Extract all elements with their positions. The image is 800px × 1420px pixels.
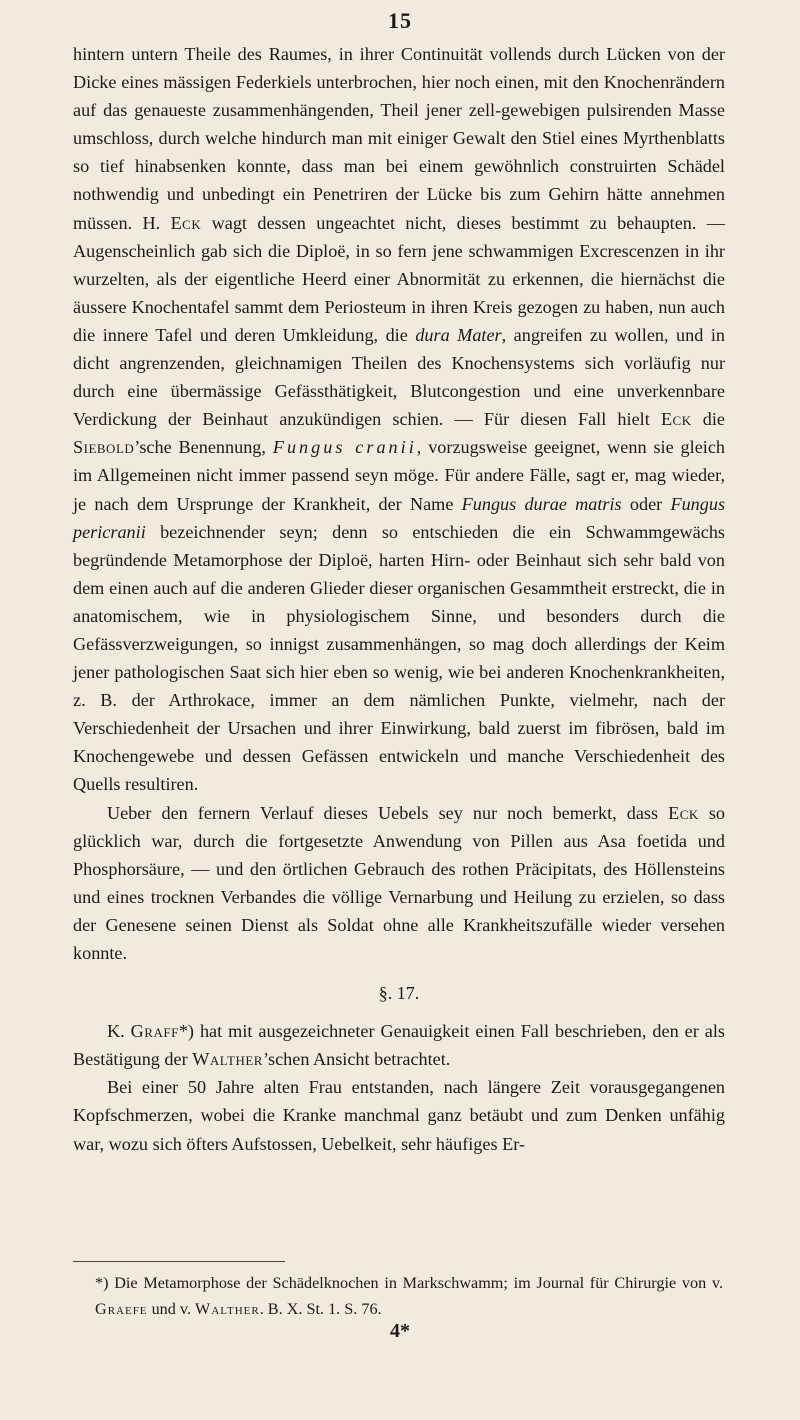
- main-text: [73, 40, 725, 1158]
- author-name: Walther: [192, 1049, 263, 1070]
- footnote: *) Die Metamorphose der Schädelknochen in Markschwamm; im Journal für Chirurgie von v. Graefe und v. Walther. B. X. St. 1. S. 76.: [95, 1274, 723, 1318]
- paragraph-3: K. Graff*) hat mit ausgezeichneter Genauigkeit einen Fall beschrieben, den er als Bestätigung der Walther’schen Ansicht betrachtet.: [73, 1021, 725, 1070]
- author-name: Walther: [195, 1300, 260, 1318]
- page-number: 15: [388, 8, 412, 33]
- paragraph-1: hintern untern Theile des Raumes, in ihrer Continuität vollends durch Lücken von der Dicke eines mässigen Federkiels unterbrochen, hier noch einen, mit den Knochenrändern auf das genaueste zusammenhängenden, Theil jener zell-gewebigen pulsirenden Masse umschloss, durch welche hindurch man mit einiger Gewalt den Stiel eines Myrthenblatts so tief hinabsenken konnte, dass man bei einem gewöhnlich construirten Schädel nothwendig und unbedingt ein Penetriren der Lücke bis zum Gehirn hätte annehmen müssen. H. Eck wagt dessen ungeachtet nicht, dieses bestimmt zu behaupten. — Augenscheinlich gab sich die Diploë, in so fern jene schwammigen Excrescenzen in ihr wurzelten, als der eigentliche Heerd einer Abnormität zu erkennen, die hiernächst die äussere Knochentafel sammt dem Periosteum in ihren Kreis gezogen zu haben, nun auch die innere Tafel und deren Umkleidung, die dura Mater, angreifen zu wollen, und in dicht angrenzenden, gleichnamigen Theilen des Knochensystems sich vorläufig nur durch eine übermässige Gefässthätigkeit, Blutcongestion und eine unverkennbare Verdickung der Beinhaut anzukündigen schien. — Für diesen Fall hielt Eck die Siebold’sche Benennung, Fungus cranii, vorzugsweise geeignet, wenn sie gleich im Allgemeinen nicht immer passend seyn möge. Für andere Fälle, sagt er, mag wieder, je nach dem Ursprunge der Krankheit, der Name Fungus durae matris oder Fungus pericranii bezeichnender seyn; denn so entschieden die ein Schwammgewächs begründende Metamorphose der Diploë, harten Hirn- oder Beinhaut sich sehr bald von dem einen auch auf die anderen Glieder dieser organischen Gesammtheit erstreckt, die in anatomischem, wie in physiologischem Sinne, und besonders durch die Gefässverzweigungen, so innigst zusammenhängen, so mag doch allerdings der Keim jener pathologischen Saat sich hier eben so wenig, wie bei anderen Knochenkrankheiten, z. B. der Arthrokace, immer an dem nämlichen Punkte, vielmehr, nach der Verschiedenheit der Ursachen und ihrer Einwirkung, bald zuerst im fibrösen, bald im Knochengewebe und dessen Gefässen entwickeln und manche Verschiedenheit des Quells resultiren.: [73, 44, 726, 795]
- signature-mark: 4*: [390, 1320, 410, 1342]
- author-name: Eck: [170, 212, 202, 233]
- footnote-rule: [73, 1261, 285, 1262]
- author-name: Eck: [660, 409, 692, 430]
- term-italic: Fungus durae matris: [461, 493, 622, 514]
- section-heading: §. 17.: [378, 983, 420, 1004]
- paragraph-2: Ueber den fernern Verlauf dieses Uebels sey nur noch bemerkt, dass Eck so glücklich war, durch die fortgesetzte Anwendung von Pillen aus Asa foetida und Phosphorsäure, — und den örtlichen Gebrauch des rothen Präcipitats, des Höllensteins und eines trocknen Verbandes die völlige Vernarbung und Heilung zu erzielen, so dass der Genesene seinen Dienst als Soldat ohne alle Krankheitszufälle wieder versehen konnte.: [73, 802, 725, 963]
- author-name: Graff: [130, 1021, 179, 1042]
- term-spaced: Fungus cranii: [272, 437, 417, 458]
- author-name: Siebold: [73, 437, 135, 458]
- term-italic: Fungus pericranii: [73, 493, 726, 542]
- paragraph-4: Bei einer 50 Jahre alten Frau entstanden, nach längere Zeit vorausgegangenen Kopfschmerzen, wobei die Kranke manchmal ganz betäubt und zum Denken unfähig war, wozu sich öfters Aufstossen, Uebelkeit, sehr häufiges Er-: [73, 1077, 725, 1154]
- author-name: Graefe: [95, 1300, 148, 1318]
- author-name: Eck: [668, 802, 699, 823]
- term-italic: dura Mater: [415, 324, 502, 345]
